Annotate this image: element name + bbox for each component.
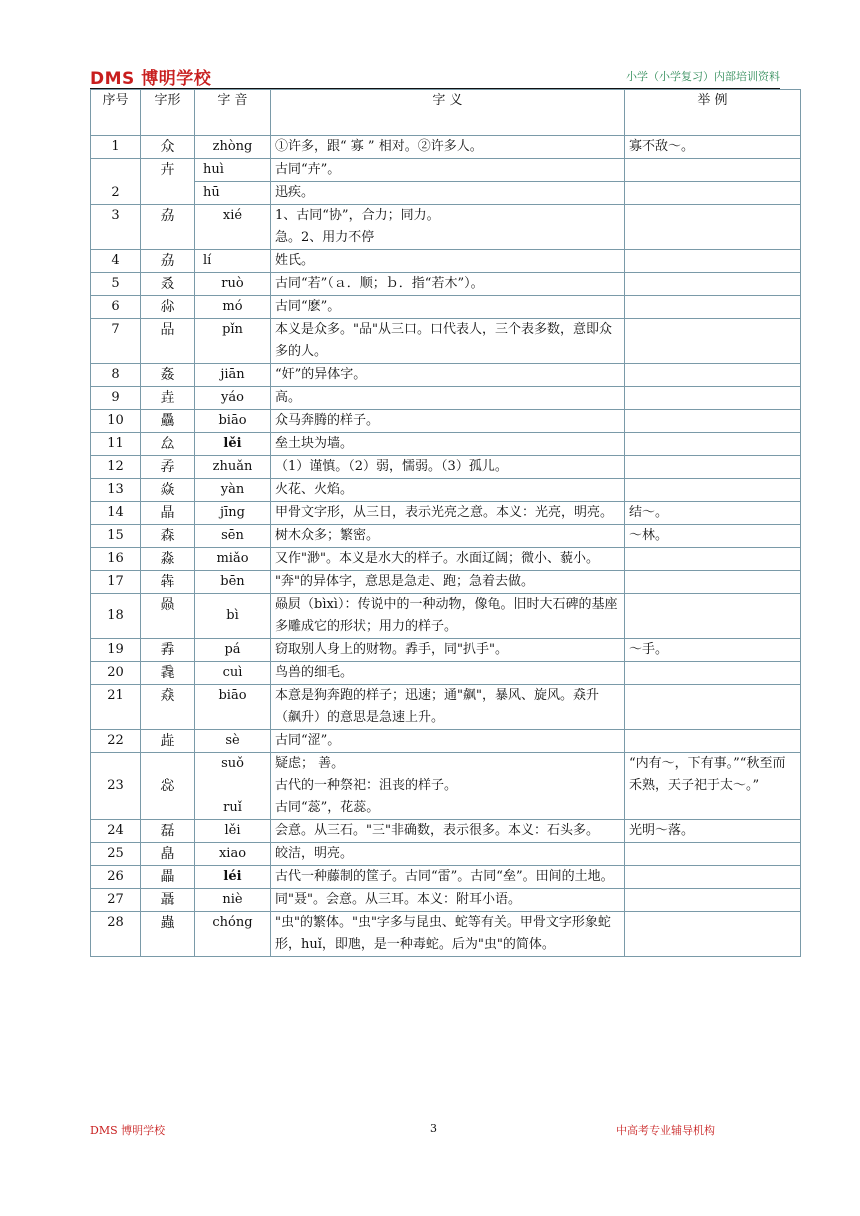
row-char: 畾 xyxy=(141,866,195,889)
row-meaning: （1）谨慎。（2）弱，懦弱。（3）孤儿。 xyxy=(271,456,625,479)
table-row xyxy=(91,662,801,685)
header-subtitle: 小学（小学复习）内部培训资料 xyxy=(626,70,780,83)
row-num: 3 xyxy=(91,205,141,250)
header-pinyin: 字 音 xyxy=(195,90,271,136)
row-num: 1 xyxy=(91,136,141,159)
row-example xyxy=(625,387,801,410)
row-example xyxy=(625,159,801,182)
table-row xyxy=(91,685,801,730)
row-meaning: 甲骨文字形，从三日，表示光亮之意。本义：光亮，明亮。 xyxy=(271,502,625,525)
row-example xyxy=(625,662,801,685)
row-example: ～手。 xyxy=(625,639,801,662)
table-row xyxy=(91,159,801,182)
row-char: 劦 xyxy=(141,250,195,273)
row-meaning: 1、古同“协”，合力；同力。 急。2、用力不停 xyxy=(271,205,625,250)
row-num: 22 xyxy=(91,730,141,753)
table-row xyxy=(91,639,801,662)
row-char: 姦 xyxy=(141,364,195,387)
page-number: 3 xyxy=(430,1122,437,1135)
row-char: 皛 xyxy=(141,843,195,866)
table-row-sub xyxy=(91,182,801,205)
row-char: 垚 xyxy=(141,387,195,410)
header-char: 字形 xyxy=(141,90,195,136)
row-pinyin: lěi xyxy=(195,820,271,843)
row-meaning: 皎洁，明亮。 xyxy=(271,843,625,866)
row-example-alt xyxy=(625,182,801,205)
row-char: 惢 xyxy=(141,753,195,820)
row-char: 蟲 xyxy=(141,912,195,957)
row-meaning: 同"聂"。会意。从三耳。本义：附耳小语。 xyxy=(271,889,625,912)
row-meaning: 古代一种藤制的筐子。古同“雷”。古同“垒”。田间的土地。 xyxy=(271,866,625,889)
row-num: 12 xyxy=(91,456,141,479)
row-pinyin: mó xyxy=(195,296,271,319)
row-num: 4 xyxy=(91,250,141,273)
row-num: 5 xyxy=(91,273,141,296)
row-example xyxy=(625,571,801,594)
row-pinyin: bēn xyxy=(195,571,271,594)
row-char: 掱 xyxy=(141,639,195,662)
table-row xyxy=(91,433,801,456)
page-footer xyxy=(90,1122,780,1138)
row-char: 淼 xyxy=(141,548,195,571)
row-meaning: 火花、火焰。 xyxy=(271,479,625,502)
row-example xyxy=(625,685,801,730)
row-num: 7 xyxy=(91,319,141,364)
row-meaning: ①许多，跟“ 寡 ” 相对。②许多人。 xyxy=(271,136,625,159)
row-num: 23 xyxy=(91,753,141,820)
row-pinyin: lí xyxy=(195,250,271,273)
row-num: 21 xyxy=(91,685,141,730)
row-meaning: 窃取别人身上的财物。掱手，同"扒手"。 xyxy=(271,639,625,662)
row-example xyxy=(625,843,801,866)
row-meaning-alt: 迅疾。 xyxy=(271,182,625,205)
row-meaning: 古同“卉”。 xyxy=(271,159,625,182)
row-char: 尛 xyxy=(141,296,195,319)
row-char: 品 xyxy=(141,319,195,364)
row-pinyin: huì xyxy=(195,159,271,182)
row-num: 25 xyxy=(91,843,141,866)
header-num: 序号 xyxy=(91,90,141,136)
row-pinyin: biāo xyxy=(195,410,271,433)
table-row xyxy=(91,479,801,502)
row-meaning: 本义是众多。"品"从三口。口代表人，三个表多数，意即众多的人。 xyxy=(271,319,625,364)
table-row xyxy=(91,136,801,159)
row-example: “内有～，下有事。”“秋至而禾熟，天子祀于太～。” xyxy=(625,753,801,820)
row-meaning: 古同“涩”。 xyxy=(271,730,625,753)
row-num: 24 xyxy=(91,820,141,843)
row-pinyin: jiān xyxy=(195,364,271,387)
row-meaning: 赑屃（bìxì）：传说中的一种动物，像龟。旧时大石碑的基座多雕成它的形状；用力的样子。 xyxy=(271,594,625,639)
row-char: 歮 xyxy=(141,730,195,753)
row-char: 卉 xyxy=(141,159,195,205)
table-row xyxy=(91,730,801,753)
row-num: 17 xyxy=(91,571,141,594)
row-pinyin: sè xyxy=(195,730,271,753)
table-row xyxy=(91,319,801,364)
row-pinyin: pá xyxy=(195,639,271,662)
row-example xyxy=(625,410,801,433)
row-example xyxy=(625,364,801,387)
row-meaning: “奸”的异体字。 xyxy=(271,364,625,387)
table-row xyxy=(91,525,801,548)
row-num: 11 xyxy=(91,433,141,456)
row-pinyin: xiao xyxy=(195,843,271,866)
row-char: 驫 xyxy=(141,410,195,433)
row-example xyxy=(625,479,801,502)
row-meaning: 众马奔腾的样子。 xyxy=(271,410,625,433)
table-row xyxy=(91,889,801,912)
row-char: 晶 xyxy=(141,502,195,525)
row-num: 14 xyxy=(91,502,141,525)
row-meaning-multi xyxy=(271,753,625,820)
row-pinyin: xié xyxy=(195,205,271,250)
row-meaning-alt: 古同“蕊”，花蕊。 xyxy=(275,800,380,815)
row-num: 27 xyxy=(91,889,141,912)
row-num: 16 xyxy=(91,548,141,571)
row-num: 10 xyxy=(91,410,141,433)
row-num: 9 xyxy=(91,387,141,410)
row-num: 8 xyxy=(91,364,141,387)
row-example xyxy=(625,296,801,319)
table-header-row xyxy=(91,90,801,136)
row-example xyxy=(625,456,801,479)
row-pinyin: bì xyxy=(195,594,271,639)
row-char: 众 xyxy=(141,136,195,159)
row-char: 猋 xyxy=(141,685,195,730)
header-meaning: 字 义 xyxy=(271,90,625,136)
table-row xyxy=(91,456,801,479)
table-row xyxy=(91,250,801,273)
row-num: 19 xyxy=(91,639,141,662)
row-meaning: 垒土块为墙。 xyxy=(271,433,625,456)
row-pinyin: biāo xyxy=(195,685,271,730)
table-row xyxy=(91,571,801,594)
row-example xyxy=(625,273,801,296)
table-row xyxy=(91,502,801,525)
header-example: 举 例 xyxy=(625,90,801,136)
row-pinyin: sēn xyxy=(195,525,271,548)
row-num: 15 xyxy=(91,525,141,548)
row-num: 28 xyxy=(91,912,141,957)
row-pinyin-alt: hū xyxy=(195,182,271,205)
school-logo-text: DMS 博明学校 xyxy=(90,69,212,89)
row-example xyxy=(625,548,801,571)
row-pinyin: zhuǎn xyxy=(195,456,271,479)
row-pinyin: jīng xyxy=(195,502,271,525)
row-pinyin-alt: ruǐ xyxy=(223,800,242,815)
row-example xyxy=(625,594,801,639)
table-row xyxy=(91,820,801,843)
table-row xyxy=(91,296,801,319)
row-num: 13 xyxy=(91,479,141,502)
row-char: 聶 xyxy=(141,889,195,912)
row-meaning: 又作"渺"。本义是水大的样子。水面辽阔；微小、藐小。 xyxy=(271,548,625,571)
row-char: 赑 xyxy=(141,594,195,639)
row-num: 18 xyxy=(91,594,141,639)
row-pinyin: yáo xyxy=(195,387,271,410)
row-meaning: 树木众多；繁密。 xyxy=(271,525,625,548)
row-num: 2 xyxy=(91,159,141,205)
row-pinyin: léi xyxy=(195,866,271,889)
row-char: 孨 xyxy=(141,456,195,479)
row-meaning: 古同“若”（ａ．顺；ｂ．指“若木”）。 xyxy=(271,273,625,296)
row-meaning: 本意是狗奔跑的样子；迅速；通"飙"，暴风、旋风。猋升（飙升）的意思是急速上升。 xyxy=(271,685,625,730)
row-meaning: 姓氏。 xyxy=(271,250,625,273)
row-example xyxy=(625,866,801,889)
footer-tagline: 中高考专业辅导机构 xyxy=(616,1124,715,1137)
row-char: 犇 xyxy=(141,571,195,594)
row-char: 焱 xyxy=(141,479,195,502)
row-meaning: 会意。从三石。"三"非确数，表示很多。本义：石头多。 xyxy=(271,820,625,843)
row-num: 6 xyxy=(91,296,141,319)
row-meaning: 古同“麽”。 xyxy=(271,296,625,319)
row-example xyxy=(625,205,801,250)
row-char: 毳 xyxy=(141,662,195,685)
table-row xyxy=(91,273,801,296)
row-char: 森 xyxy=(141,525,195,548)
row-pinyin: chóng xyxy=(195,912,271,957)
row-example: 结～。 xyxy=(625,502,801,525)
row-meaning: 高。 xyxy=(271,387,625,410)
row-meaning: "奔"的异体字，意思是急走、跑；急着去做。 xyxy=(271,571,625,594)
character-table xyxy=(90,89,801,957)
table-row xyxy=(91,594,801,639)
row-num: 20 xyxy=(91,662,141,685)
row-char: 磊 xyxy=(141,820,195,843)
row-pinyin: suǒ xyxy=(221,756,244,771)
row-example: ～林。 xyxy=(625,525,801,548)
table-row xyxy=(91,387,801,410)
row-pinyin: ruò xyxy=(195,273,271,296)
row-pinyin: miǎo xyxy=(195,548,271,571)
row-pinyin: zhòng xyxy=(195,136,271,159)
row-pinyin: cuì xyxy=(195,662,271,685)
row-pinyin: niè xyxy=(195,889,271,912)
table-row xyxy=(91,548,801,571)
table-row xyxy=(91,410,801,433)
table-row xyxy=(91,912,801,957)
row-example xyxy=(625,730,801,753)
row-example xyxy=(625,433,801,456)
row-char: 劦 xyxy=(141,205,195,250)
footer-school: DMS 博明学校 xyxy=(90,1124,166,1137)
row-num: 26 xyxy=(91,866,141,889)
row-example: 光明～落。 xyxy=(625,820,801,843)
row-example xyxy=(625,912,801,957)
row-example: 寡不敌～。 xyxy=(625,136,801,159)
row-meaning: 鸟兽的细毛。 xyxy=(271,662,625,685)
table-row xyxy=(91,364,801,387)
table-row xyxy=(91,753,801,820)
row-example xyxy=(625,319,801,364)
table-row xyxy=(91,866,801,889)
row-meaning: "虫"的繁体。"虫"字多与昆虫、蛇等有关。甲骨文字形象蛇形，huǐ，即虺，是一种毒蛇。后为"虫"的简体。 xyxy=(271,912,625,957)
row-example xyxy=(625,250,801,273)
row-pinyin: lěi xyxy=(195,433,271,456)
table-row xyxy=(91,843,801,866)
row-pinyin-multi xyxy=(195,753,271,820)
row-example xyxy=(625,889,801,912)
row-pinyin: pǐn xyxy=(195,319,271,364)
row-char: 厽 xyxy=(141,433,195,456)
row-pinyin: yàn xyxy=(195,479,271,502)
row-char: 叒 xyxy=(141,273,195,296)
page-header xyxy=(90,64,780,90)
row-meaning: 疑虑； 善。 古代的一种祭祀：沮丧的样子。 xyxy=(275,756,458,793)
table-row xyxy=(91,205,801,250)
